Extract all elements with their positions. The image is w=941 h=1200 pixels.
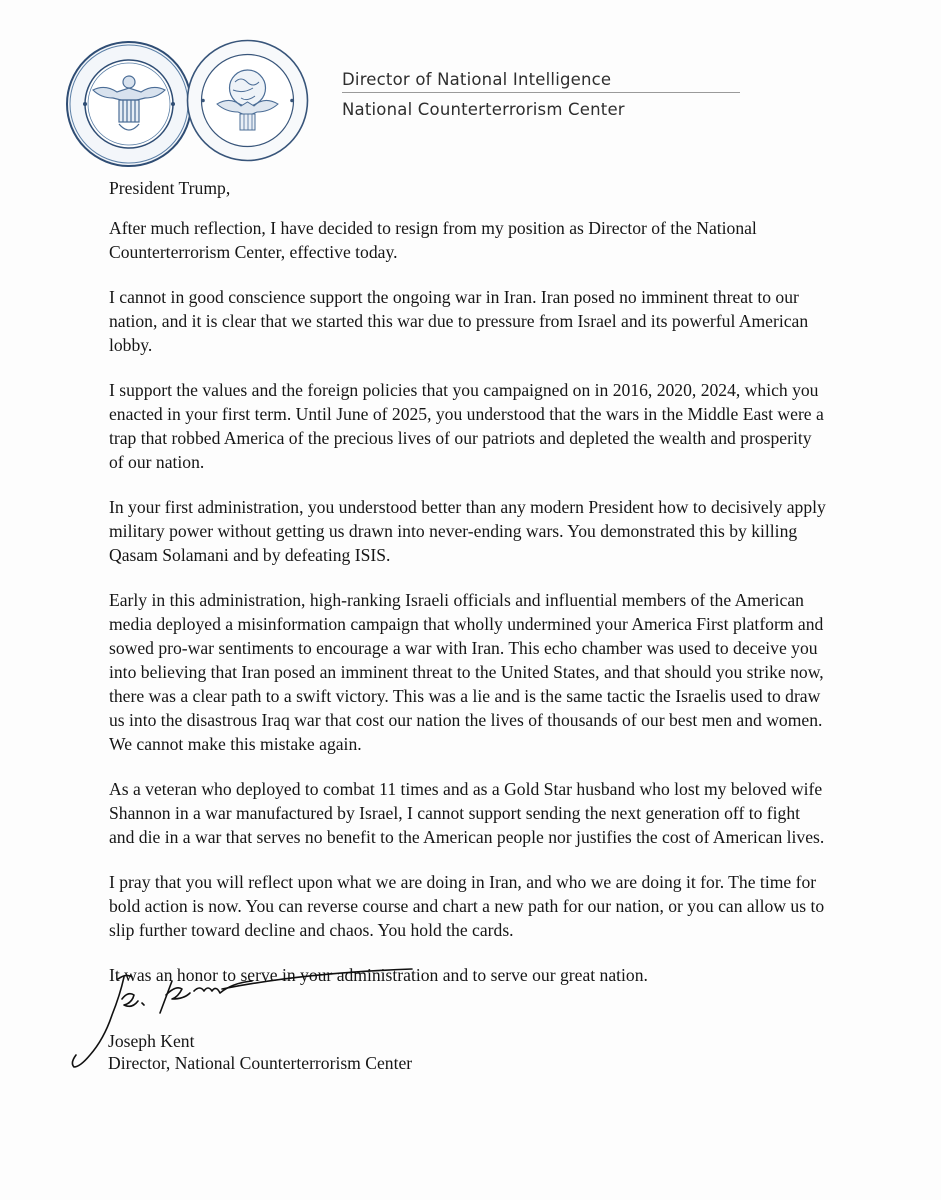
paragraph: It was an honor to serve in your administration and to serve our great nation. [109, 965, 648, 985]
letterhead-agency: Director of National Intelligence [342, 70, 612, 89]
letter-body [109, 176, 829, 1008]
paragraph: In your first administration, you understood better than any modern President how to decisively apply military power without getting us drawn into never-ending wars. You demonstrated this by killing Qasam Solamani and by defeating ISIS. [109, 497, 826, 565]
letterhead-divider [342, 92, 740, 93]
odni-seal-icon [65, 40, 193, 168]
signer-name: Joseph Kent [108, 1031, 195, 1051]
paragraph: I pray that you will reflect upon what we are doing in Iran, and who we are doing it for. The time for bold action is now. You can reverse course and chart a new path for our nation, or you can allow us to slip further toward decline and chaos. You hold the cards. [109, 872, 825, 940]
letterhead-center: National Counterterrorism Center [342, 100, 625, 119]
salutation: President Trump, [109, 178, 231, 198]
letterhead [342, 68, 742, 123]
paragraph: As a veteran who deployed to combat 11 times and as a Gold Star husband who lost my beloved wife Shannon in a war manufactured by Israel, I cannot support sending the next generation off to fight and die in a war that serves no benefit to the American people nor justifies the cost of American lives. [109, 779, 825, 847]
paragraph: I support the values and the foreign policies that you campaigned on in 2016, 2020, 2024, which you enacted in your first term. Until June of 2025, you understood that the wars in the Middle East were a trap that robbed America of the precious lives of our patriots and depleted the wealth and prosperity of our nation. [109, 380, 824, 472]
paragraph: After much reflection, I have decided to resign from my position as Director of the National Counterterrorism Center, effective today. [109, 218, 757, 262]
signer-title: Director, National Counterterrorism Center [108, 1053, 413, 1073]
paragraph: I cannot in good conscience support the ongoing war in Iran. Iran posed no imminent threat to our nation, and it is clear that we started this war due to pressure from Israel and its powerful American lobby. [109, 287, 809, 355]
paragraph: Early in this administration, high-ranking Israeli officials and influential members of the American media deployed a misinformation campaign that wholly undermined your America First platform and sowed pro-war sentiments to encourage a war with Iran. This echo chamber was used to deceive you into believing that Iran posed an imminent threat to the United States, and that should you strike now, there was a clear path to a swift victory. This was a lie and is the same tactic the Israelis used to draw us into the disastrous Iraq war that cost our nation the lives of thousands of our best men and women. We cannot make this mistake again. [109, 590, 824, 754]
signature-block [108, 1030, 412, 1074]
nctc-seal-icon [185, 38, 310, 163]
